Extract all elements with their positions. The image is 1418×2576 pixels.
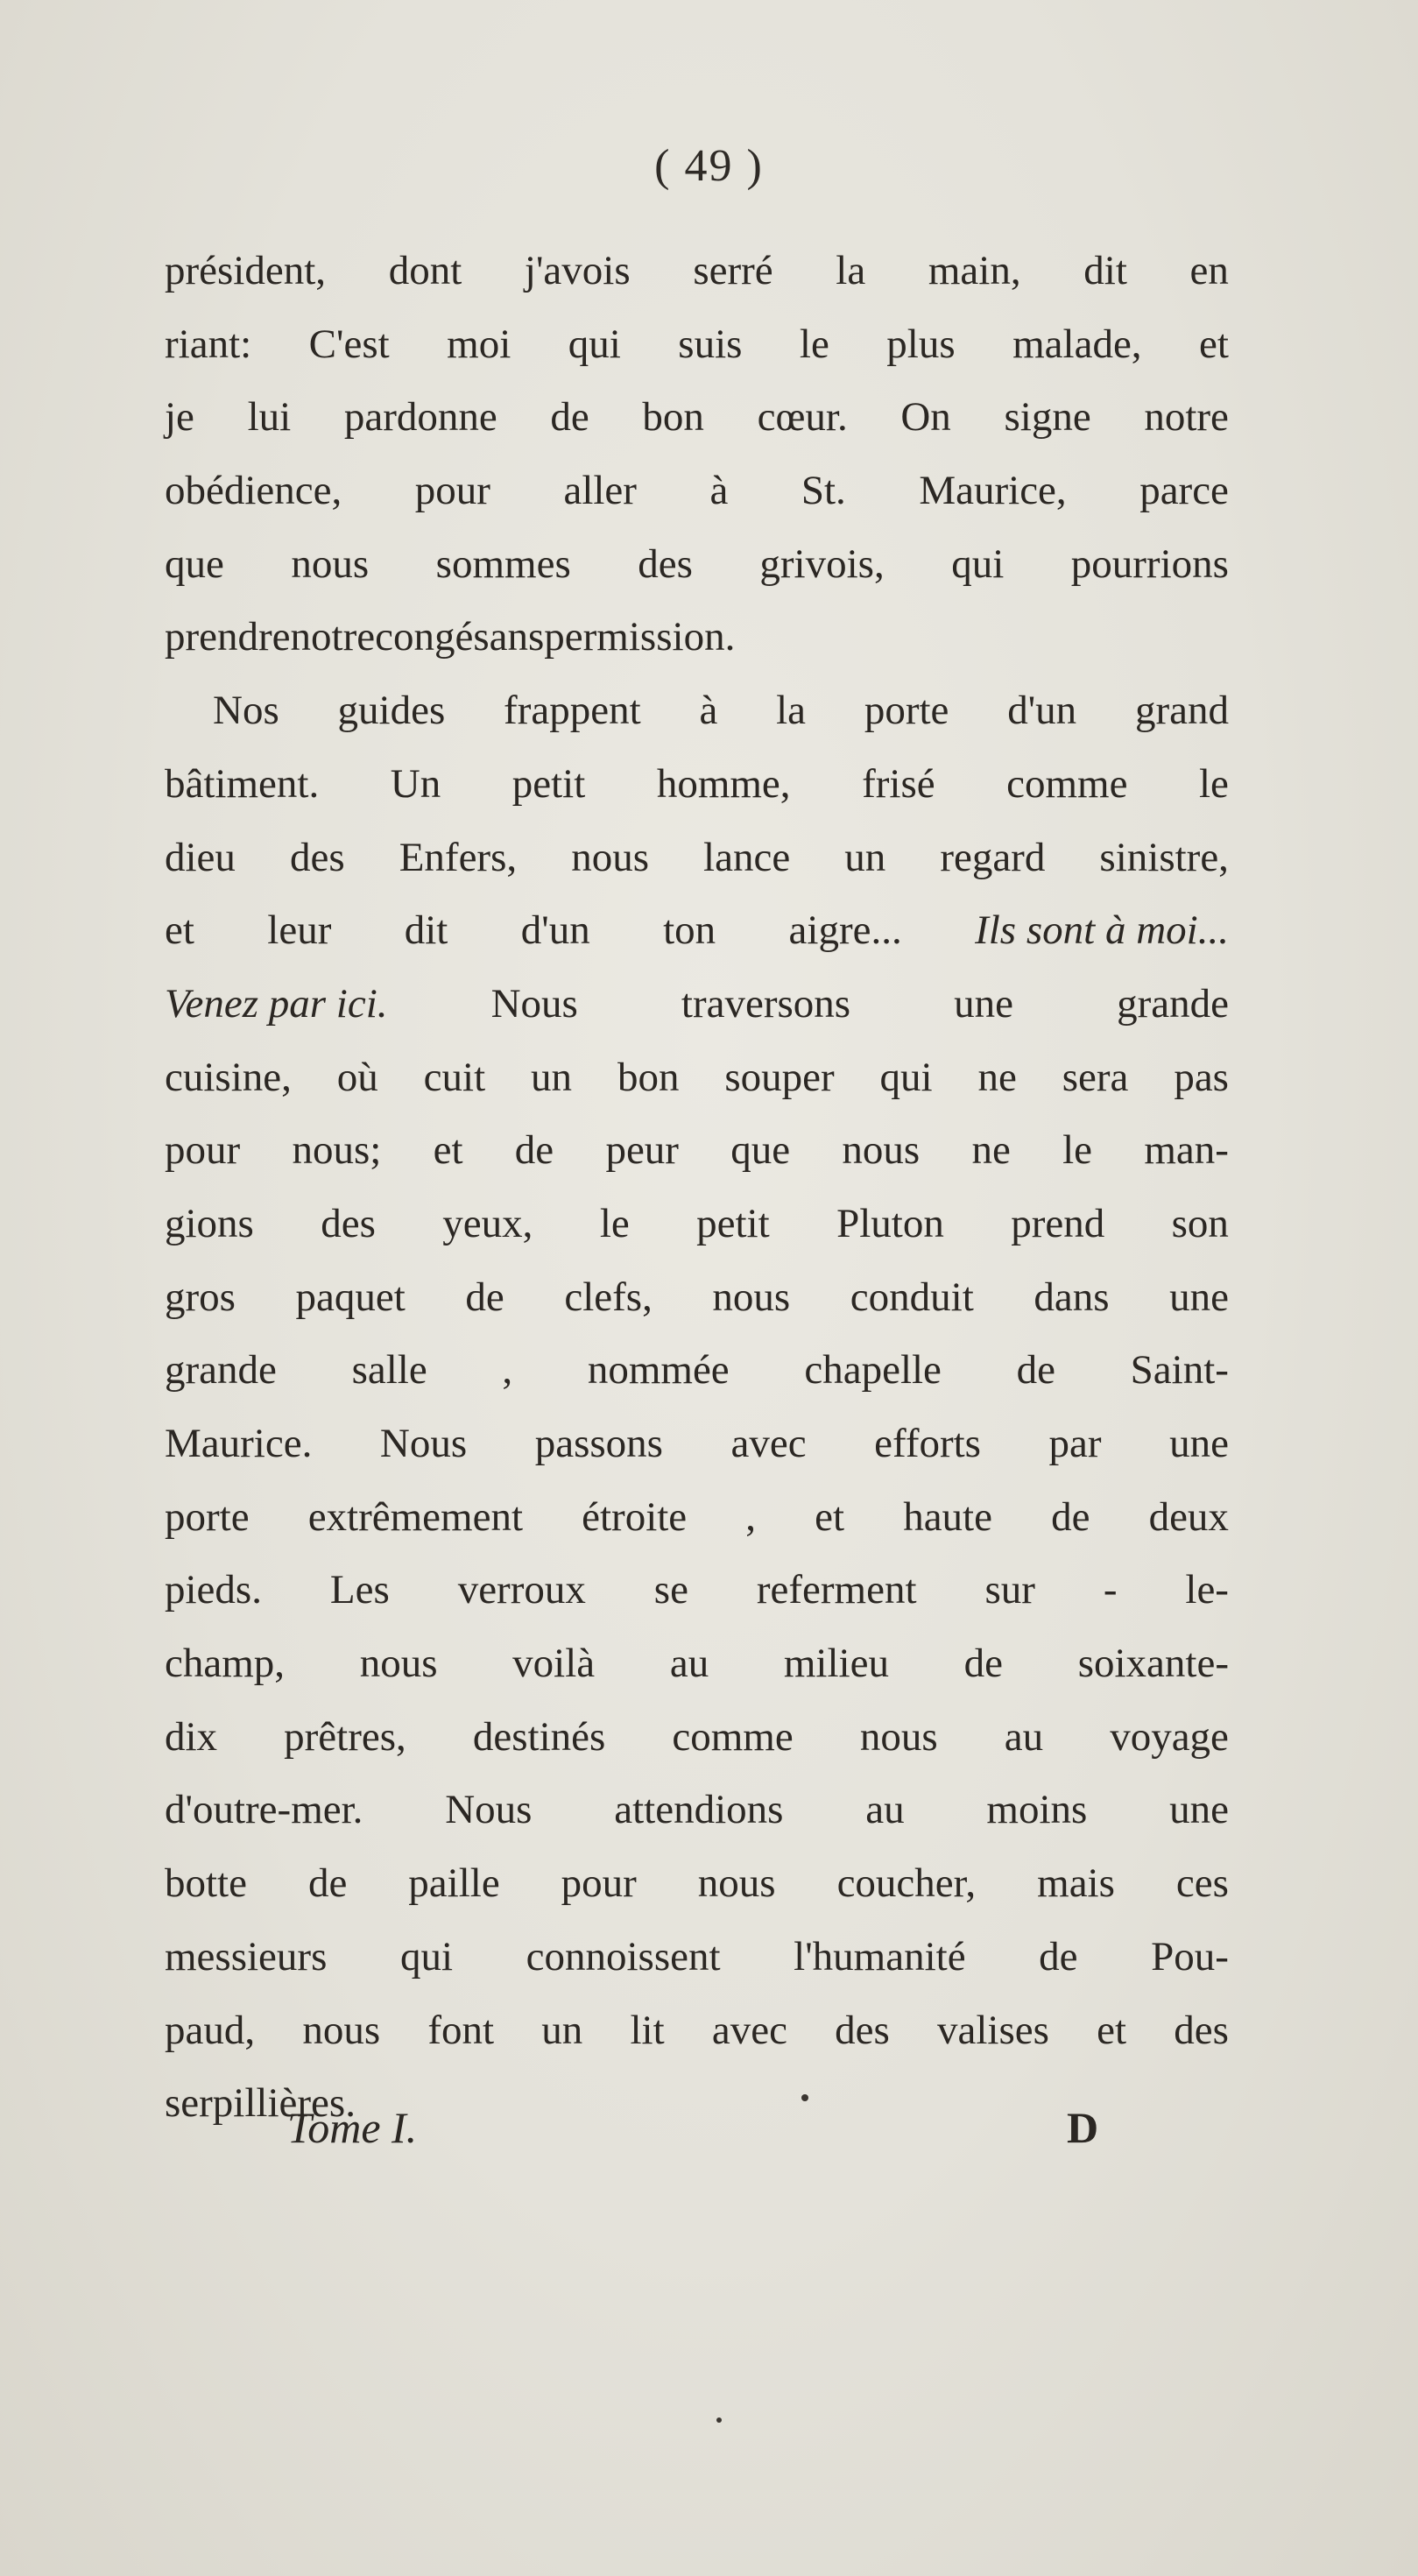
signature-volume: Tome I. xyxy=(287,2103,418,2152)
word: le xyxy=(1062,1127,1093,1174)
word: bon xyxy=(617,1054,680,1100)
text-line xyxy=(165,1114,1229,1188)
word: destinés xyxy=(472,1713,606,1760)
word: président, xyxy=(165,248,327,293)
word: Ils sont à moi... xyxy=(975,907,1229,954)
body-text xyxy=(165,235,1229,2141)
word: Nous xyxy=(379,1421,468,1466)
text-line xyxy=(165,1188,1229,1261)
word: bon xyxy=(642,394,704,441)
word: conduit xyxy=(850,1274,974,1320)
word: Nous xyxy=(445,1787,533,1833)
word: le xyxy=(799,321,829,367)
word: de xyxy=(550,394,589,441)
word: avec xyxy=(711,2007,787,2053)
word: sans xyxy=(473,614,545,660)
word: grivois, xyxy=(759,540,885,587)
word: Un xyxy=(390,760,441,807)
word: efforts xyxy=(874,1421,981,1466)
word: dix xyxy=(165,1713,218,1760)
word: et xyxy=(1097,2007,1127,2053)
word: traversons xyxy=(681,980,851,1027)
word: signe xyxy=(1004,394,1091,441)
word: pieds. xyxy=(165,1567,262,1613)
word: voyage xyxy=(1110,1713,1229,1760)
page-number: ( 49 ) xyxy=(654,141,764,191)
word: ton xyxy=(663,907,716,954)
text-line xyxy=(165,968,1229,1041)
word: ne xyxy=(977,1054,1017,1100)
word: son xyxy=(1171,1200,1229,1246)
word: comme xyxy=(1006,760,1128,807)
word: man- xyxy=(1144,1127,1229,1174)
text-line xyxy=(165,748,1229,822)
word: à xyxy=(699,688,718,734)
word: pourrions xyxy=(1070,540,1229,587)
word: nous; xyxy=(292,1127,382,1174)
word: paquet xyxy=(295,1274,406,1320)
word: nommée xyxy=(587,1347,730,1394)
word: la xyxy=(836,248,866,293)
word: nous xyxy=(859,1713,938,1760)
word: peur xyxy=(605,1127,679,1174)
word: notre xyxy=(290,614,376,660)
word: et xyxy=(1199,321,1229,367)
word: chapelle xyxy=(804,1347,942,1394)
text-line xyxy=(165,674,1229,748)
word: coucher, xyxy=(836,1860,977,1907)
word: pour xyxy=(165,1127,241,1174)
word: riant: xyxy=(165,321,252,367)
word: prêtres, xyxy=(284,1713,406,1760)
word: une xyxy=(954,980,1014,1027)
text-line xyxy=(165,1921,1229,1994)
word: par xyxy=(1048,1421,1102,1466)
word: deux xyxy=(1148,1493,1229,1540)
word: dans xyxy=(1034,1274,1110,1320)
word: nous xyxy=(697,1860,776,1907)
word: extrêmement xyxy=(307,1493,524,1540)
word: qui xyxy=(568,321,621,367)
word: bâtiment. xyxy=(165,760,320,807)
word: de xyxy=(963,1641,1004,1687)
word: une xyxy=(1169,1421,1229,1466)
word: des xyxy=(638,540,693,587)
word: obédience, xyxy=(165,468,342,514)
word: mais xyxy=(1037,1860,1115,1907)
text-line xyxy=(165,1701,1229,1775)
text-line xyxy=(165,822,1229,895)
word: paud, xyxy=(165,2007,256,2053)
word: sera xyxy=(1062,1054,1129,1100)
word: des xyxy=(1174,2007,1229,2053)
word: qui xyxy=(951,540,1005,587)
word: voilà xyxy=(512,1641,596,1687)
word: nous xyxy=(571,834,649,880)
word: cuit xyxy=(423,1054,486,1100)
word: C'est xyxy=(308,321,390,367)
word: nous xyxy=(842,1127,921,1174)
word: yeux, xyxy=(442,1200,533,1246)
word: en xyxy=(1189,248,1229,293)
word: frisé xyxy=(862,760,935,807)
word: leur xyxy=(267,907,332,954)
word: guides xyxy=(337,688,446,734)
word: nous xyxy=(359,1641,438,1687)
word: le xyxy=(599,1200,630,1246)
word: des xyxy=(321,1200,376,1246)
text-line xyxy=(165,455,1229,528)
word: nous xyxy=(712,1274,791,1320)
text-line xyxy=(165,1554,1229,1627)
word: moins xyxy=(986,1787,1088,1833)
word: un xyxy=(541,2007,583,2053)
word: un xyxy=(844,834,886,880)
word: - xyxy=(1103,1567,1118,1613)
word: valises xyxy=(937,2007,1049,2053)
word: de xyxy=(307,1860,348,1907)
word: que xyxy=(165,540,224,587)
word: prend xyxy=(1011,1200,1105,1246)
word: grand xyxy=(1134,688,1229,734)
text-line xyxy=(165,1994,1229,2068)
word: regard xyxy=(940,834,1046,880)
word: sommes xyxy=(435,540,571,587)
word: gros xyxy=(165,1274,236,1320)
word: On xyxy=(900,394,951,441)
word: pour xyxy=(414,468,490,514)
ink-speck xyxy=(801,2094,808,2101)
word: prendre xyxy=(165,614,291,660)
word: clefs, xyxy=(564,1274,653,1320)
word: un xyxy=(531,1054,573,1100)
word: , xyxy=(745,1493,757,1540)
word: porte xyxy=(864,688,949,734)
word: cuisine, xyxy=(165,1054,292,1100)
word: petit xyxy=(511,760,586,807)
word: de xyxy=(1039,1933,1078,1980)
word: permission. xyxy=(544,614,736,660)
text-line xyxy=(165,381,1229,455)
word: milieu xyxy=(783,1641,889,1687)
word: une xyxy=(1169,1787,1229,1833)
word: champ, xyxy=(165,1641,286,1687)
word: au xyxy=(669,1641,709,1687)
word: gions xyxy=(165,1200,254,1246)
word: Pou- xyxy=(1151,1933,1229,1980)
word: grande xyxy=(1117,980,1229,1027)
word: une xyxy=(1169,1274,1229,1320)
word: Maurice. xyxy=(165,1421,313,1466)
word: dit xyxy=(1083,248,1127,293)
word: la xyxy=(776,688,807,734)
word: salle xyxy=(351,1347,427,1394)
word: pour xyxy=(561,1860,637,1907)
word: je xyxy=(165,394,194,441)
word: messieurs xyxy=(165,1933,328,1980)
word: aigre... xyxy=(788,907,902,954)
word: font xyxy=(427,2007,495,2053)
word: étroite xyxy=(582,1493,688,1540)
word: soixante- xyxy=(1077,1641,1229,1687)
word: pardonne xyxy=(343,394,497,441)
word: le- xyxy=(1185,1567,1229,1613)
word: porte xyxy=(165,1493,250,1540)
word: sur xyxy=(984,1567,1035,1613)
word: lit xyxy=(630,2007,665,2053)
page-footer xyxy=(0,2102,1418,2163)
word: plus xyxy=(886,321,956,367)
word: serpillières. xyxy=(165,2080,356,2127)
word: qui xyxy=(879,1054,933,1100)
word: comme xyxy=(672,1713,794,1760)
word: malade, xyxy=(1012,321,1142,367)
word: petit xyxy=(696,1200,770,1246)
word: lui xyxy=(247,394,292,441)
word: paille xyxy=(408,1860,500,1907)
word: et xyxy=(433,1127,463,1174)
word: et xyxy=(165,907,194,954)
word: attendions xyxy=(614,1787,784,1833)
ink-speck xyxy=(716,2417,722,2423)
word: Les xyxy=(329,1567,390,1613)
word: et xyxy=(815,1493,845,1540)
text-line xyxy=(165,1041,1229,1115)
word: frappent xyxy=(504,688,641,734)
word: Nos xyxy=(213,688,279,734)
word: aller xyxy=(563,468,637,514)
text-line xyxy=(165,308,1229,382)
word: de xyxy=(465,1274,504,1320)
word: suis xyxy=(678,321,743,367)
word: passons xyxy=(534,1421,663,1466)
word: pas xyxy=(1174,1054,1229,1100)
word: congé xyxy=(375,614,474,660)
text-line xyxy=(165,1408,1229,1481)
word: nous xyxy=(302,2007,381,2053)
word: dont xyxy=(388,248,462,293)
word: verroux xyxy=(457,1567,586,1613)
word: main, xyxy=(928,248,1021,293)
word: de xyxy=(1016,1347,1055,1394)
word: sinistre, xyxy=(1099,834,1229,880)
word: où xyxy=(336,1054,378,1100)
word: St. xyxy=(801,468,846,514)
word: Nous xyxy=(490,980,578,1027)
word: ces xyxy=(1175,1860,1229,1907)
text-line xyxy=(165,1481,1229,1555)
word: des xyxy=(835,2007,890,2053)
word: , xyxy=(502,1347,513,1394)
word: Enfers, xyxy=(399,834,518,880)
word: grande xyxy=(165,1347,277,1394)
word: qui xyxy=(399,1933,454,1980)
text-line xyxy=(165,1774,1229,1847)
word: cœur. xyxy=(757,394,848,441)
word: Venez par ici. xyxy=(165,980,388,1027)
text-line xyxy=(165,235,1229,308)
text-line xyxy=(165,1261,1229,1335)
word: serré xyxy=(693,248,773,293)
word: parce xyxy=(1139,468,1229,514)
word: lance xyxy=(703,834,791,880)
word: avec xyxy=(730,1421,807,1466)
text-line xyxy=(165,1334,1229,1408)
word: homme, xyxy=(656,760,791,807)
word: d'un xyxy=(1007,688,1077,734)
word: à xyxy=(709,468,729,514)
word: haute xyxy=(903,1493,992,1540)
word: Maurice, xyxy=(919,468,1067,514)
word: Pluton xyxy=(836,1200,944,1246)
word: nous xyxy=(291,540,370,587)
word: dit xyxy=(404,907,448,954)
text-line xyxy=(165,894,1229,968)
text-line xyxy=(165,1847,1229,1921)
text-line xyxy=(165,1627,1229,1701)
text-line xyxy=(165,528,1229,602)
word: connoissent xyxy=(526,1933,721,1980)
word: moi xyxy=(447,321,511,367)
word: que xyxy=(730,1127,791,1174)
word: le xyxy=(1199,760,1229,807)
word: de xyxy=(514,1127,554,1174)
word: referment xyxy=(756,1567,917,1613)
word: des xyxy=(289,834,345,880)
word: botte xyxy=(165,1860,247,1907)
word: se xyxy=(653,1567,688,1613)
word: notre xyxy=(1144,394,1229,441)
word: de xyxy=(1051,1493,1090,1540)
word: ne xyxy=(971,1127,1011,1174)
word: souper xyxy=(724,1054,835,1100)
word: d'un xyxy=(520,907,590,954)
word: l'humanité xyxy=(794,1933,966,1980)
text-line xyxy=(165,601,1229,674)
word: au xyxy=(865,1787,905,1833)
signature-letter: D xyxy=(1067,2103,1099,2152)
word: dieu xyxy=(165,834,236,880)
word: au xyxy=(1004,1713,1044,1760)
word: j'avois xyxy=(524,248,631,293)
word: d'outre-mer. xyxy=(165,1787,363,1833)
word: Saint- xyxy=(1130,1347,1229,1394)
